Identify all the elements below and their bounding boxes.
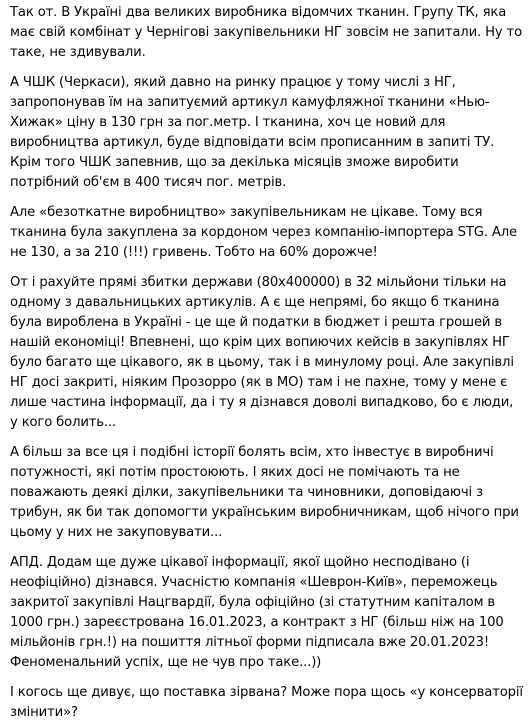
post-paragraph-7: І когось ще дивує, що поставка зірвана? Може пора щось «у консерваторії змінити»? <box>10 685 523 720</box>
post-paragraph-3: Але «безоткатне виробництво» закупівельникам не цікаве. Тому вся тканина була закуплена за кордоном через компанію-імпортера STG. Але не 130, а за 210 (!!!) гривень. Тобто на 60% дорожче! <box>10 205 518 260</box>
post-paragraph-1: Так от. В Україні два великих виробника відомчих тканин. Групу ТК, яка має свій комбінат у Чернігові закупівельники НГ зовсім не запитали. Ну то таке, не здивували. <box>10 5 522 60</box>
post-paragraph-4: От і рахуйте прямі збитки держави (80х400000) в 32 мільйони тільки на одному з давальницьких артикулів. А є ще непрямі, бо якщо б тканина була вироблена в Україні - це ще й податки в бюджет і решта грошей в нашій економіці! Впевнені, що крім цих вопиючих кейсів в закупівлях НГ було багато ще цікавого, як в цьому, так і в минулому році. Але закупівлі НГ досі закриті, ніяким Прозорро (як в МО) там і не пахне, тому у мене є лише частина інформації, да і ту я дізнався доволі випадково, бо є люди, у кого болить... <box>10 275 514 430</box>
post-paragraph-5: А більш за все ця і подібні історії болять всім, хто інвестує в виробничі потужності, які потім простоюють. І яких досі не помічають та не поважають деякі ділки, закупівельники та чиновники, доповідаючі з трибун, як би так допомогти українським виробничникам, щоб нічого при цьому у них не закуповувати... <box>10 445 519 540</box>
post-paragraph-2: А ЧШК (Черкаси), який давно на ринку працює у тому числі з НГ, запропонував їм на запитуємий артикул камуфляжної тканини «Нью-Хижак» ціну в 130 грн за пог.метр. І тканина, хоч це новий для виробництва артикул, буде відповідати всім прописанним в запиті ТУ. Крім того ЧШК запевнив, що за декілька місяців зможе виробити потрібний об'єм в 400 тисяч пог. метрів. <box>10 75 495 190</box>
post-paragraph-6: АПД. Додам ще дуже цікавої інформації, якої щойно несподівано (і неофіційно) дізнався. Учасністю компанія «Шеврон-Київ», переможець закритої закупівлі Нацгвардії, була офіційно (зі статутним капіталом в 1000 грн.) зареєстрована 16.01.2023, а контракт з НГ (більш ніж на 100 мільйонів грн.!) на пошиття літньої форми підписала вже 20.01.2023! Феноменальний успіх, ще не чув про таке...)) <box>10 555 504 670</box>
